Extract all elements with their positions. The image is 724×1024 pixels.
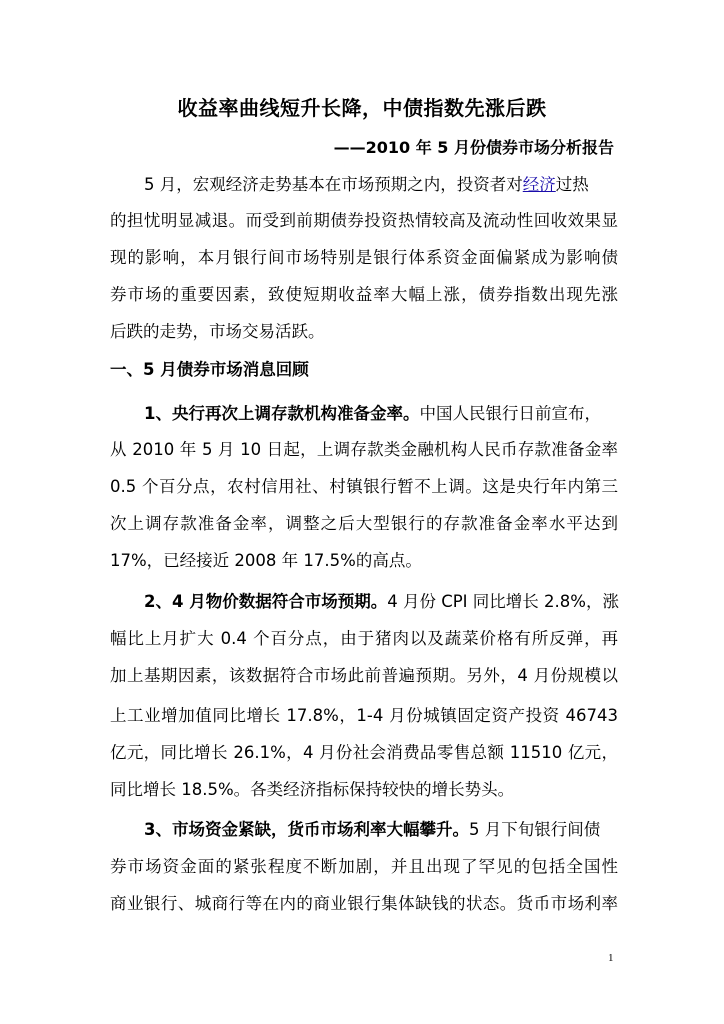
- item1-paragraph-line: 17%，已经接近 2008 年 17.5%的高点。: [110, 551, 422, 570]
- item2-paragraph-line: 幅比上月扩大 0.4 个百分点，由于猪肉以及蔬菜价格有所反弹，再: [110, 629, 618, 648]
- item2-text: 4 月份 CPI 同比增长 2.8%，涨: [387, 592, 619, 611]
- item1-paragraph-line: 次上调存款准备金率，调整之后大型银行的存款准备金率水平达到: [110, 514, 618, 533]
- item3-heading: 3、市场资金紧缺，货币市场利率大幅攀升。: [144, 820, 469, 839]
- page-number: 1: [608, 952, 614, 964]
- item1-paragraph-line: 从 2010 年 5 月 10 日起，上调存款类金融机构人民币存款准备金率: [110, 440, 618, 459]
- item2-paragraph-line: 加上基期因素，该数据符合市场此前普遍预期。另外，4 月份规模以: [110, 666, 618, 685]
- item2-paragraph-line: 上工业增加值同比增长 17.8%，1-4 月份城镇固定资产投资 46743: [110, 706, 618, 725]
- item2-paragraph-line: 亿元，同比增长 26.1%，4 月份社会消费品零售总额 11510 亿元，: [110, 743, 618, 762]
- intro-paragraph-line: 后跌的走势，市场交易活跃。: [110, 322, 325, 341]
- item2-heading: 2、4 月物价数据符合市场预期。: [144, 592, 388, 611]
- item3-paragraph-line: 券市场资金面的紧张程度不断加剧，并且出现了罕见的包括全国性: [110, 857, 618, 876]
- section-heading: 一、5 月债券市场消息回顾: [110, 360, 309, 379]
- item1-paragraph-line: [110, 404, 618, 424]
- intro-paragraph-line: [110, 175, 618, 195]
- intro-text: 5 月，宏观经济走势基本在市场预期之内，投资者对: [144, 175, 523, 194]
- item3-text: 5 月下旬银行间债: [468, 820, 601, 839]
- economy-link[interactable]: 经济: [522, 175, 556, 194]
- page-title: 收益率曲线短升长降，中债指数先涨后跌: [177, 96, 547, 120]
- intro-paragraph-line: 的担忧明显减退。而受到前期债券投资热情较高及流动性回收效果显: [110, 211, 618, 230]
- item2-paragraph-line: [110, 592, 618, 612]
- page-subtitle: ——2010 年 5 月份债券市场分析报告: [333, 138, 614, 157]
- intro-paragraph-line: 现的影响，本月银行间市场特别是银行体系资金面偏紧成为影响债: [110, 248, 618, 267]
- item1-text: 中国人民银行日前宣布，: [419, 404, 601, 423]
- item3-paragraph-line: 商业银行、城商行等在内的商业银行集体缺钱的状态。货币市场利率: [110, 894, 618, 913]
- intro-text: 过热: [555, 175, 589, 194]
- intro-paragraph-line: 券市场的重要因素，致使短期收益率大幅上涨，债券指数出现先涨: [110, 285, 618, 304]
- item1-heading: 1、央行再次上调存款机构准备金率。: [144, 404, 420, 423]
- item3-paragraph-line: [110, 820, 618, 840]
- item2-paragraph-line: 同比增长 18.5%。各类经济指标保持较快的增长势头。: [110, 780, 515, 799]
- item1-paragraph-line: 0.5 个百分点，农村信用社、村镇银行暂不上调。这是央行年内第三: [110, 477, 618, 496]
